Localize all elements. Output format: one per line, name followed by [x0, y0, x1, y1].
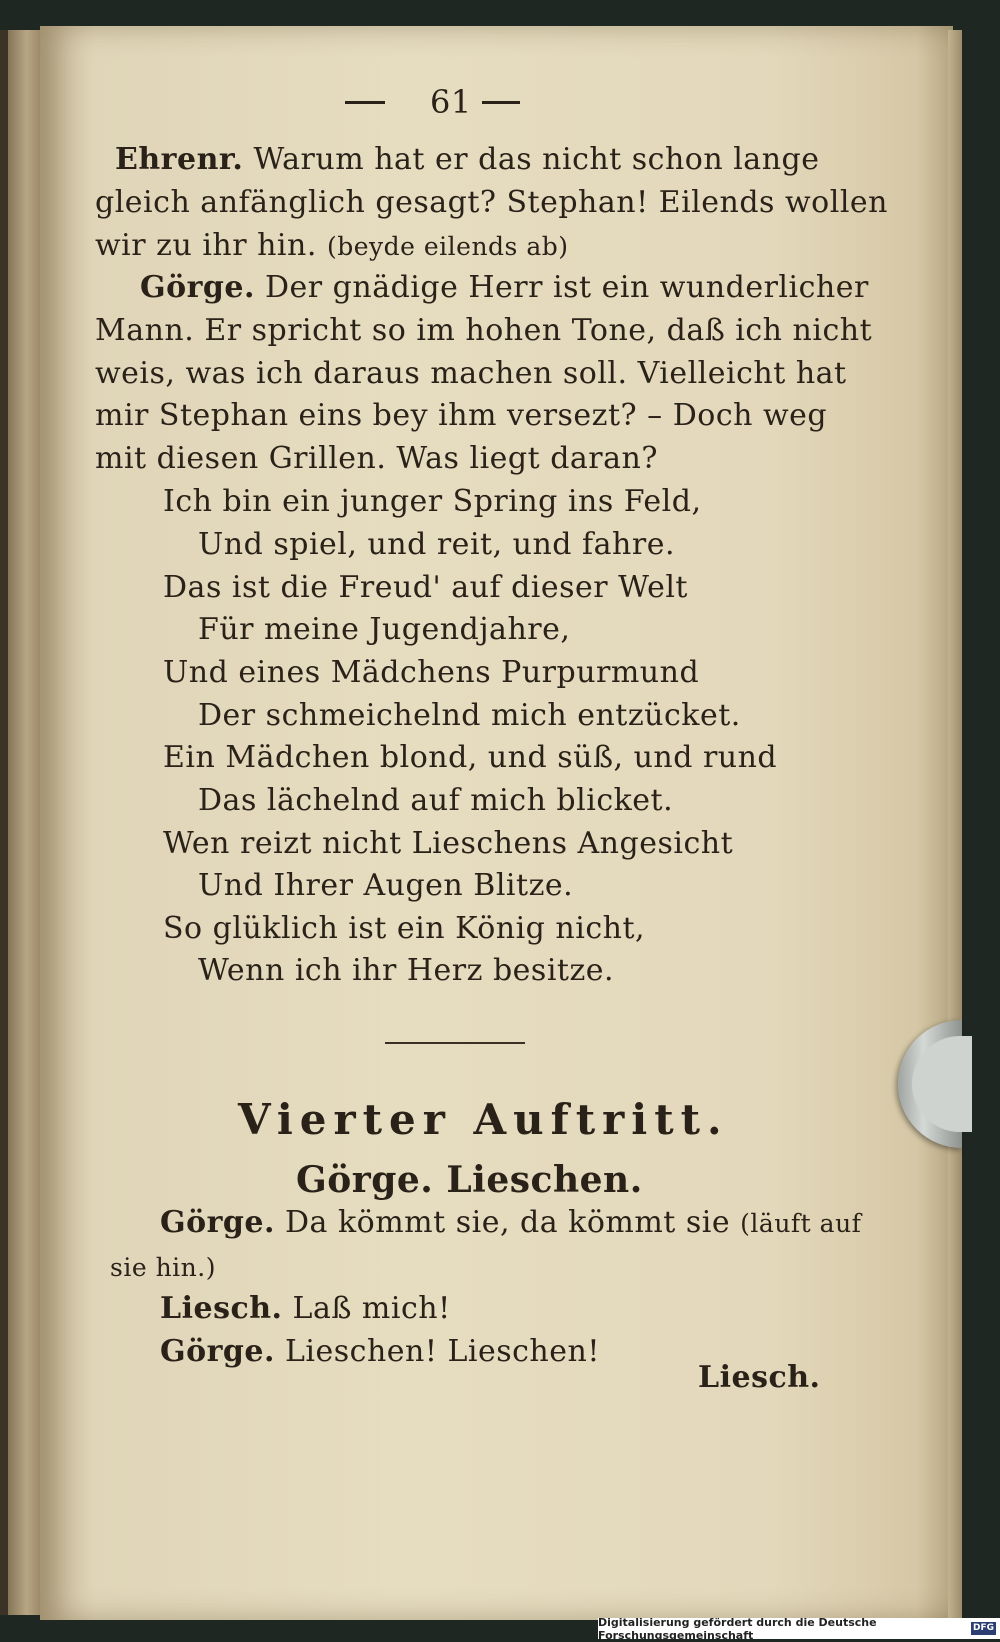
verse-line: Ich bin ein junger Spring ins Feld, — [163, 484, 702, 519]
text-line: mir Stephan eins bey ihm versezt? – Doch weg — [95, 398, 828, 433]
text-line: mit diesen Grillen. Was liegt daran? — [95, 441, 658, 476]
verse-line: Und eines Mädchens Purpurmund — [163, 655, 700, 690]
verse-line: Das lächelnd auf mich blicket. — [198, 783, 674, 818]
text-line: Görge. Der gnädige Herr ist ein wunderlicher — [140, 270, 869, 305]
dialogue-line: Görge. Lieschen! Lieschen! — [160, 1334, 600, 1369]
text-line: weis, was ich daraus machen soll. Vielleicht hat — [95, 356, 847, 391]
digitization-credit — [598, 1615, 1000, 1642]
scene-title: Vierter Auftritt. — [238, 1095, 729, 1144]
credit-text: Digitalisierung gefördert durch die Deutsche Forschungsgemeinschaft — [598, 1615, 877, 1642]
verse-line: So glüklich ist ein König nicht, — [163, 911, 646, 946]
page-stack-edge — [948, 30, 962, 1620]
verse-line: Für meine Jugendjahre, — [198, 612, 571, 647]
verse-line: Das ist die Freud' auf dieser Welt — [163, 570, 688, 605]
dialogue-line: Liesch. Laß mich! — [160, 1291, 451, 1326]
stage-direction: (läuft auf — [740, 1209, 862, 1238]
verse-line: Und spiel, und reit, und fahre. — [198, 527, 675, 562]
verse-line: Der schmeichelnd mich entzücket. — [198, 698, 741, 733]
text-line: Mann. Er spricht so im hohen Tone, daß ich nicht — [95, 313, 873, 348]
speaker: Görge. — [160, 1205, 275, 1240]
verse-line: Wenn ich ihr Herz besitze. — [198, 953, 615, 988]
text-line: Ehrenr. Warum hat er das nicht schon lange — [115, 142, 820, 177]
stage-direction: (beyde eilends ab) — [326, 232, 569, 261]
text-line: wir zu ihr hin. (beyde eilends ab) — [95, 228, 569, 263]
verse-line: Ein Mädchen blond, und süß, und rund — [163, 740, 778, 775]
dash-left — [345, 101, 385, 104]
verse-line: Wen reizt nicht Lieschens Angesicht — [163, 826, 734, 861]
dash-right — [482, 101, 520, 104]
dfg-logo: DFG — [972, 1623, 994, 1633]
scene-cast: Görge. Lieschen. — [296, 1159, 643, 1201]
speaker: Ehrenr. — [115, 142, 244, 177]
text-line: gleich anfänglich gesagt? Stephan! Eilends wollen — [95, 185, 888, 220]
book-binding — [0, 30, 8, 1615]
speaker: Görge. — [160, 1334, 275, 1369]
catchword: Liesch. — [698, 1360, 821, 1395]
speaker: Görge. — [140, 270, 255, 305]
dialogue-line: Görge. Da kömmt sie, da kömmt sie (läuft auf — [160, 1205, 862, 1240]
speaker: Liesch. — [160, 1291, 283, 1326]
stage-direction: sie hin.) — [110, 1253, 216, 1282]
page-number: 61 — [430, 83, 472, 121]
section-divider — [385, 1042, 525, 1044]
verse-line: Und Ihrer Augen Blitze. — [198, 868, 574, 903]
